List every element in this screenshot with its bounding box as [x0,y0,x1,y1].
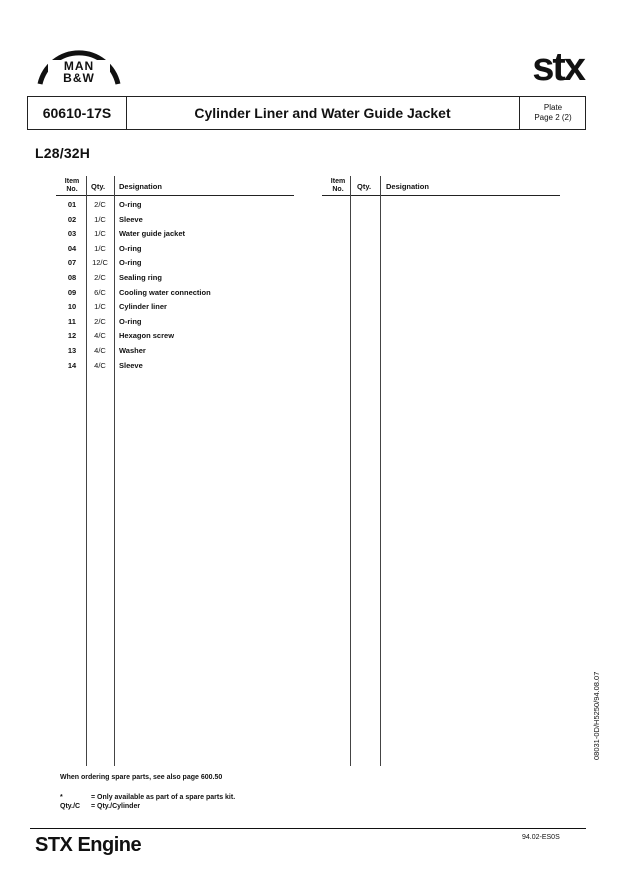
table-row: 14 4/C Sleeve [67,360,143,370]
table-row: 12 4/C Hexagon screw [67,331,175,341]
legend-text-qty: = Qty./Cylinder [91,803,141,810]
man-bw-logo [34,40,124,88]
table-row: 03 1/C Water guide jacket [67,229,185,239]
document-code: 94.02-ES0S [522,834,560,841]
col-item-header-right: Item No. [330,178,346,193]
legend-symbol-qty: Qty./C [60,803,81,810]
table-row: 02 1/C Sleeve [67,214,143,224]
col-designation-header-right: Designation [386,182,429,191]
brand-name: STX Engine [35,834,142,856]
table-row: 09 6/C Cooling water connection [67,287,211,297]
engine-type: L28/32H [35,145,91,161]
parts-list [60,198,300,373]
side-document-code: 08031-0D/H5250/94.08.07 [592,671,601,760]
legend-symbol-kit: * [60,794,63,801]
table-row: 08 2/C Sealing ring [67,272,162,282]
page-title: Cylinder Liner and Water Guide Jacket [194,105,451,121]
col-divider-right-1 [350,176,351,766]
page-label: Page 2 (2) [534,113,572,122]
table-row: 13 4/C Washer [67,345,146,355]
table-row: 04 1/C O-ring [67,243,142,253]
col-designation-header-left: Designation [119,182,162,191]
plate-label: Plate [543,103,563,112]
logo-line-bw: B&W [63,71,95,85]
col-item-header-left: Item No. [64,178,80,193]
header-rule-left [56,195,294,196]
table-row: 11 2/C O-ring [68,316,142,326]
plate-page-info [519,97,586,129]
ordering-note: When ordering spare parts, see also page 600.50 [60,774,223,781]
plate-number: 60610-17S [28,97,127,129]
col-divider-right-2 [380,176,381,766]
footer-rule [30,828,586,829]
table-row: 01 2/C O-ring [67,200,142,209]
stx-logo: stx [532,45,584,89]
col-qty-header-left: Qty. [91,182,106,191]
title-box [27,96,586,130]
header-rule-right [322,195,560,196]
logo-line-man: MAN [63,59,95,73]
col-qty-header-right: Qty. [357,182,372,191]
table-row: 07 12/C O-ring [67,258,142,268]
table-row: 10 1/C Cylinder liner [67,302,167,312]
legend-text-kit: = Only available as part of a spare parts kit. [91,794,236,801]
